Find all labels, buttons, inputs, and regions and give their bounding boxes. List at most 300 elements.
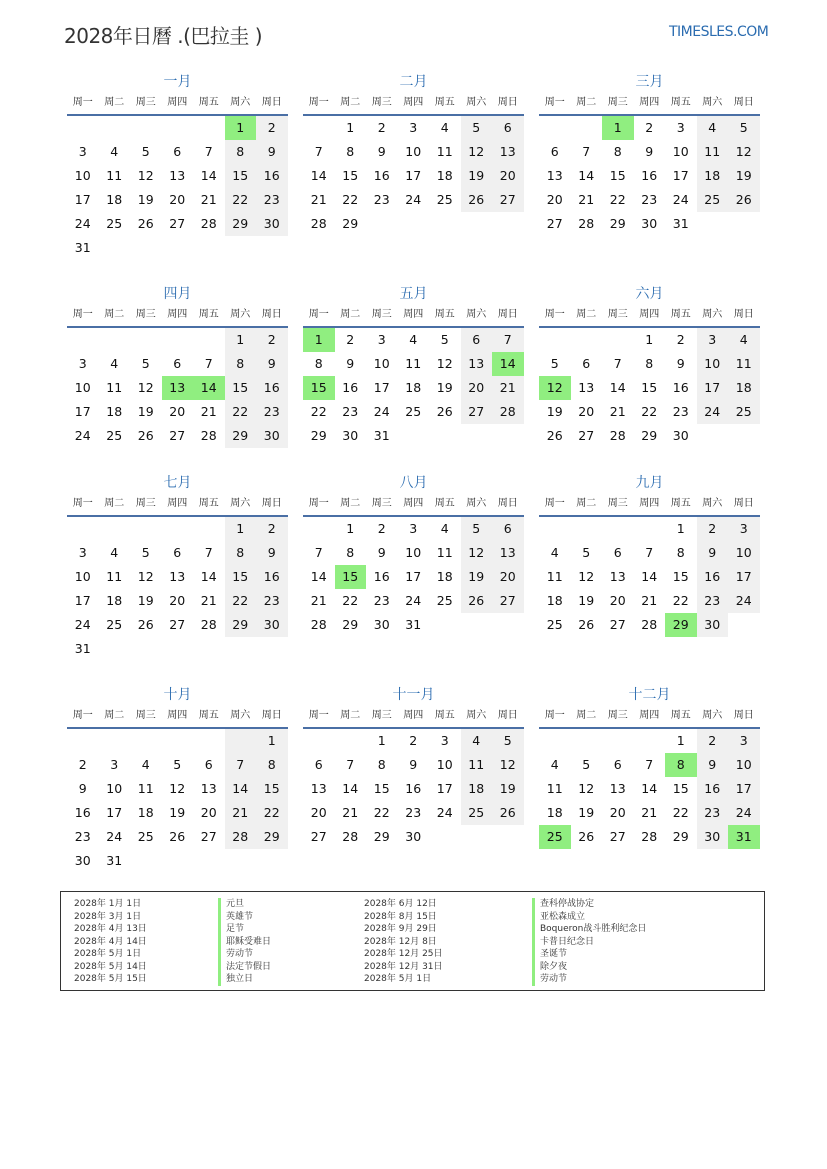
day-cell: 16 — [672, 380, 689, 395]
weekday-label: 周五 — [434, 710, 455, 721]
weekday-label: 周六 — [702, 97, 723, 108]
day-cell: 8 — [225, 541, 257, 565]
day-cell: 9 — [256, 541, 288, 565]
site-logo-text[interactable]: TIMESLES.COM — [669, 24, 769, 40]
month-name: 四月 — [163, 286, 192, 302]
day-cell: 5 — [582, 545, 591, 560]
day-cell: 23 — [373, 192, 390, 207]
day-cell: 16 — [256, 164, 288, 188]
empty-cell — [193, 328, 225, 352]
day-cell: 7 — [645, 545, 654, 560]
weekday-label: 周日 — [497, 498, 518, 509]
day-cell: 28 — [225, 825, 257, 849]
day-cell: 26 — [169, 829, 186, 844]
weekday-label: 周日 — [261, 498, 282, 509]
empty-cell — [539, 729, 571, 753]
weekday-label: 周六 — [702, 498, 723, 509]
day-cell: 30 — [256, 212, 288, 236]
day-cell: 23 — [256, 589, 288, 613]
day-cell: 5 — [440, 332, 449, 347]
day-cell: 9 — [409, 757, 418, 772]
day-cell: 29 — [342, 216, 359, 231]
day-cell: 4 — [728, 328, 760, 352]
holiday-name: 法定节假日 — [218, 961, 271, 974]
weekday-label: 周二 — [340, 309, 361, 320]
day-cell: 15 — [672, 781, 689, 796]
day-cell: 11 — [106, 168, 123, 183]
day-cell: 25 — [697, 188, 729, 212]
empty-cell — [130, 328, 162, 352]
weekday-label: 周五 — [670, 97, 691, 108]
day-cell: 9 — [377, 144, 386, 159]
weekday-label: 周二 — [340, 498, 361, 509]
empty-cell — [193, 116, 225, 140]
day-cell: 31 — [74, 641, 91, 656]
day-cell: 20 — [578, 404, 595, 419]
holiday-date: 2028年 4月 14日 — [74, 936, 147, 947]
holiday-names-col-2 — [532, 898, 646, 986]
holiday-day-cell: 25 — [539, 825, 571, 849]
day-cell: 7 — [204, 545, 213, 560]
day-cell: 13 — [461, 352, 493, 376]
empty-cell — [602, 517, 634, 541]
day-cell: 8 — [676, 545, 685, 560]
day-cell: 27 — [578, 428, 595, 443]
day-grid — [67, 116, 288, 260]
holiday-name: 劳动节 — [532, 973, 646, 986]
day-cell: 18 — [137, 805, 154, 820]
day-cell: 1 — [225, 517, 257, 541]
day-cell: 21 — [310, 593, 327, 608]
day-cell: 14 — [641, 569, 658, 584]
day-cell: 28 — [200, 216, 217, 231]
holiday-name: 英雄节 — [218, 911, 271, 924]
empty-cell — [539, 328, 571, 352]
day-cell: 22 — [225, 589, 257, 613]
day-cell: 29 — [609, 216, 626, 231]
day-cell: 8 — [346, 144, 355, 159]
weekday-header — [303, 493, 524, 517]
holiday-day-cell: 14 — [193, 376, 225, 400]
day-cell: 19 — [578, 593, 595, 608]
day-cell: 23 — [74, 829, 91, 844]
weekday-label: 周三 — [371, 498, 392, 509]
day-cell: 17 — [74, 593, 91, 608]
day-cell: 23 — [641, 192, 658, 207]
month-block — [303, 473, 524, 637]
holiday-day-cell: 29 — [665, 613, 697, 637]
holiday-date: 2028年 1月 1日 — [74, 899, 142, 909]
weekday-label: 周六 — [702, 710, 723, 721]
day-cell: 21 — [225, 801, 257, 825]
day-cell: 18 — [106, 192, 123, 207]
day-grid — [67, 328, 288, 448]
month-block — [303, 72, 524, 236]
day-cell: 11 — [697, 140, 729, 164]
day-cell: 25 — [106, 428, 123, 443]
day-cell: 5 — [173, 757, 182, 772]
day-cell: 16 — [256, 376, 288, 400]
weekday-label: 周一 — [308, 498, 329, 509]
weekday-label: 周一 — [544, 309, 565, 320]
day-cell: 7 — [613, 356, 622, 371]
weekday-label: 周四 — [639, 97, 660, 108]
day-cell: 5 — [141, 356, 150, 371]
day-cell: 15 — [672, 569, 689, 584]
holiday-name: 除夕夜 — [532, 961, 646, 974]
weekday-label: 周日 — [497, 97, 518, 108]
day-cell: 18 — [728, 376, 760, 400]
holiday-day-cell: 1 — [602, 116, 634, 140]
day-cell: 13 — [492, 541, 524, 565]
day-cell: 18 — [436, 569, 453, 584]
month-block — [303, 284, 524, 448]
day-cell: 7 — [204, 144, 213, 159]
day-cell: 22 — [256, 801, 288, 825]
day-cell: 17 — [436, 781, 453, 796]
day-cell: 31 — [373, 428, 390, 443]
empty-cell — [99, 517, 131, 541]
day-cell: 14 — [641, 781, 658, 796]
holiday-name: 亚松森成立 — [532, 911, 646, 924]
day-cell: 2 — [346, 332, 355, 347]
weekday-label: 周三 — [607, 97, 628, 108]
day-cell: 14 — [200, 168, 217, 183]
page-title: 2028年日曆 .(巴拉圭 ) — [64, 24, 263, 48]
weekday-header — [539, 493, 760, 517]
day-cell: 16 — [697, 777, 729, 801]
day-cell: 10 — [74, 380, 91, 395]
day-cell: 16 — [405, 781, 422, 796]
day-cell: 15 — [641, 380, 658, 395]
day-cell: 10 — [74, 168, 91, 183]
month-block — [67, 72, 288, 260]
day-cell: 4 — [110, 356, 119, 371]
empty-cell — [539, 517, 571, 541]
day-cell: 9 — [697, 753, 729, 777]
day-cell: 19 — [492, 777, 524, 801]
day-cell: 27 — [310, 829, 327, 844]
day-cell: 15 — [342, 168, 359, 183]
day-cell: 18 — [405, 380, 422, 395]
holiday-date: 2028年 5月 1日 — [74, 949, 142, 959]
day-cell: 25 — [728, 400, 760, 424]
day-cell: 24 — [728, 801, 760, 825]
day-cell: 19 — [169, 805, 186, 820]
day-grid — [67, 517, 288, 661]
month-name: 一月 — [163, 74, 192, 90]
empty-cell — [602, 729, 634, 753]
day-cell: 2 — [256, 328, 288, 352]
day-cell: 29 — [225, 424, 257, 448]
day-cell: 6 — [582, 356, 591, 371]
empty-cell — [193, 517, 225, 541]
day-cell: 11 — [728, 352, 760, 376]
day-cell: 19 — [137, 404, 154, 419]
weekday-label: 周六 — [466, 97, 487, 108]
day-cell: 9 — [256, 352, 288, 376]
empty-cell — [303, 729, 335, 753]
day-cell: 20 — [200, 805, 217, 820]
day-cell: 23 — [697, 801, 729, 825]
weekday-header — [303, 304, 524, 328]
day-cell: 25 — [106, 216, 123, 231]
weekday-label: 周二 — [104, 498, 125, 509]
day-cell: 1 — [676, 521, 685, 536]
day-cell: 28 — [492, 400, 524, 424]
holiday-date: 2028年 8月 15日 — [364, 911, 437, 922]
weekday-label: 周四 — [639, 710, 660, 721]
holiday-date: 2028年 6月 12日 — [364, 899, 437, 909]
holiday-name: 圣诞节 — [532, 948, 646, 961]
day-cell: 17 — [405, 569, 422, 584]
day-cell: 6 — [613, 545, 622, 560]
day-cell: 13 — [200, 781, 217, 796]
day-cell: 28 — [578, 216, 595, 231]
day-cell: 1 — [676, 733, 685, 748]
day-cell: 5 — [141, 144, 150, 159]
day-cell: 4 — [409, 332, 418, 347]
day-cell: 23 — [373, 593, 390, 608]
holiday-name: 劳动节 — [218, 948, 271, 961]
day-cell: 3 — [409, 521, 418, 536]
holiday-name: Boqueron战斗胜利纪念日 — [532, 923, 646, 936]
day-cell: 13 — [492, 140, 524, 164]
day-cell: 9 — [78, 781, 87, 796]
empty-cell — [539, 116, 571, 140]
day-cell: 3 — [409, 120, 418, 135]
empty-cell — [634, 517, 666, 541]
empty-cell — [67, 517, 99, 541]
empty-cell — [67, 116, 99, 140]
weekday-header — [67, 705, 288, 729]
month-block — [67, 284, 288, 448]
day-cell: 28 — [641, 617, 658, 632]
holiday-date: 2028年 4月 13日 — [74, 924, 147, 934]
empty-cell — [162, 116, 194, 140]
day-grid — [303, 517, 524, 637]
empty-cell — [571, 328, 603, 352]
day-cell: 21 — [310, 192, 327, 207]
month-block — [539, 284, 760, 448]
weekday-label: 周五 — [198, 309, 219, 320]
weekday-label: 周二 — [576, 498, 597, 509]
day-cell: 27 — [169, 216, 186, 231]
day-cell: 12 — [578, 781, 595, 796]
weekday-label: 周四 — [167, 309, 188, 320]
holiday-day-cell: 15 — [335, 565, 367, 589]
day-cell: 17 — [373, 380, 390, 395]
empty-cell — [67, 729, 99, 753]
day-cell: 1 — [256, 729, 288, 753]
day-cell: 13 — [310, 781, 327, 796]
day-cell: 1 — [377, 733, 386, 748]
day-cell: 20 — [609, 805, 626, 820]
weekday-label: 周一 — [308, 710, 329, 721]
day-cell: 22 — [342, 593, 359, 608]
day-cell: 21 — [641, 593, 658, 608]
day-cell: 20 — [609, 593, 626, 608]
day-cell: 9 — [697, 541, 729, 565]
day-cell: 13 — [609, 781, 626, 796]
day-cell: 2 — [676, 332, 685, 347]
day-cell: 5 — [141, 545, 150, 560]
day-cell: 4 — [440, 120, 449, 135]
day-cell: 24 — [436, 805, 453, 820]
holiday-list — [60, 891, 765, 991]
holiday-day-cell: 14 — [492, 352, 524, 376]
day-cell: 22 — [225, 188, 257, 212]
day-cell: 28 — [609, 428, 626, 443]
day-cell: 26 — [436, 404, 453, 419]
holiday-names-col-1 — [218, 898, 271, 986]
day-cell: 9 — [645, 144, 654, 159]
day-grid — [303, 729, 524, 849]
weekday-label: 周一 — [72, 710, 93, 721]
empty-cell — [193, 729, 225, 753]
day-cell: 25 — [405, 404, 422, 419]
day-cell: 23 — [342, 404, 359, 419]
day-cell: 26 — [461, 589, 493, 613]
day-cell: 27 — [609, 829, 626, 844]
day-cell: 1 — [225, 328, 257, 352]
day-cell: 23 — [256, 188, 288, 212]
day-cell: 22 — [641, 404, 658, 419]
day-cell: 16 — [697, 565, 729, 589]
day-cell: 25 — [106, 617, 123, 632]
day-grid — [303, 116, 524, 236]
weekday-label: 周六 — [230, 498, 251, 509]
empty-cell — [67, 328, 99, 352]
weekday-label: 周日 — [733, 309, 754, 320]
weekday-header — [303, 92, 524, 116]
day-cell: 7 — [314, 545, 323, 560]
day-cell: 17 — [672, 168, 689, 183]
day-cell: 10 — [373, 356, 390, 371]
month-name: 七月 — [163, 475, 192, 491]
day-cell: 27 — [609, 617, 626, 632]
day-cell: 24 — [74, 216, 91, 231]
day-cell: 26 — [728, 188, 760, 212]
day-cell: 12 — [436, 356, 453, 371]
day-cell: 8 — [377, 757, 386, 772]
weekday-header — [67, 304, 288, 328]
day-cell: 10 — [728, 753, 760, 777]
empty-cell — [335, 729, 367, 753]
empty-cell — [99, 116, 131, 140]
month-name: 九月 — [635, 475, 664, 491]
day-cell: 19 — [546, 404, 563, 419]
day-cell: 24 — [74, 617, 91, 632]
day-cell: 8 — [314, 356, 323, 371]
day-cell: 4 — [550, 757, 559, 772]
day-cell: 22 — [225, 400, 257, 424]
day-cell: 27 — [492, 188, 524, 212]
empty-cell — [303, 517, 335, 541]
day-cell: 3 — [697, 328, 729, 352]
holiday-day-cell: 31 — [728, 825, 760, 849]
weekday-label: 周二 — [576, 97, 597, 108]
weekday-label: 周一 — [72, 309, 93, 320]
day-cell: 16 — [373, 168, 390, 183]
month-name: 五月 — [399, 286, 428, 302]
day-cell: 22 — [609, 192, 626, 207]
day-cell: 29 — [225, 212, 257, 236]
day-cell: 31 — [106, 853, 123, 868]
day-cell: 22 — [342, 192, 359, 207]
day-cell: 10 — [405, 144, 422, 159]
day-cell: 15 — [256, 777, 288, 801]
day-cell: 6 — [314, 757, 323, 772]
holiday-day-cell: 15 — [303, 376, 335, 400]
day-cell: 3 — [377, 332, 386, 347]
day-cell: 25 — [546, 617, 563, 632]
day-cell: 8 — [256, 753, 288, 777]
weekday-label: 周三 — [135, 309, 156, 320]
day-cell: 2 — [377, 120, 386, 135]
weekday-label: 周六 — [230, 710, 251, 721]
weekday-label: 周六 — [466, 710, 487, 721]
holiday-date: 2028年 3月 1日 — [74, 911, 142, 922]
day-cell: 9 — [256, 140, 288, 164]
weekday-label: 周三 — [607, 710, 628, 721]
day-cell: 7 — [492, 328, 524, 352]
weekday-label: 周二 — [340, 710, 361, 721]
day-cell: 22 — [672, 593, 689, 608]
weekday-label: 周六 — [466, 309, 487, 320]
day-cell: 6 — [204, 757, 213, 772]
day-cell: 28 — [310, 216, 327, 231]
weekday-label: 周三 — [135, 498, 156, 509]
day-cell: 26 — [137, 216, 154, 231]
day-cell: 29 — [672, 829, 689, 844]
day-cell: 6 — [173, 356, 182, 371]
day-cell: 27 — [169, 617, 186, 632]
day-cell: 25 — [137, 829, 154, 844]
day-cell: 20 — [461, 376, 493, 400]
day-cell: 7 — [582, 144, 591, 159]
day-cell: 31 — [74, 240, 91, 255]
day-cell: 5 — [461, 517, 493, 541]
weekday-label: 周四 — [167, 498, 188, 509]
weekday-label: 周三 — [135, 97, 156, 108]
day-cell: 7 — [204, 356, 213, 371]
day-cell: 12 — [169, 781, 186, 796]
day-cell: 4 — [110, 545, 119, 560]
day-cell: 14 — [200, 569, 217, 584]
day-cell: 29 — [310, 428, 327, 443]
day-cell: 11 — [106, 380, 123, 395]
holiday-name: 独立日 — [218, 973, 271, 986]
day-cell: 23 — [672, 404, 689, 419]
day-cell: 18 — [697, 164, 729, 188]
day-cell: 11 — [405, 356, 422, 371]
day-cell: 24 — [74, 428, 91, 443]
month-name: 十二月 — [628, 687, 671, 703]
weekday-label: 周日 — [261, 309, 282, 320]
day-cell: 6 — [461, 328, 493, 352]
empty-cell — [602, 328, 634, 352]
weekday-label: 周六 — [702, 309, 723, 320]
day-cell: 2 — [377, 521, 386, 536]
holiday-day-cell: 1 — [225, 116, 257, 140]
day-cell: 7 — [225, 753, 257, 777]
weekday-label: 周三 — [371, 309, 392, 320]
weekday-label: 周日 — [497, 309, 518, 320]
month-name: 十一月 — [392, 687, 435, 703]
holiday-day-cell: 1 — [303, 328, 335, 352]
weekday-label: 周三 — [371, 710, 392, 721]
